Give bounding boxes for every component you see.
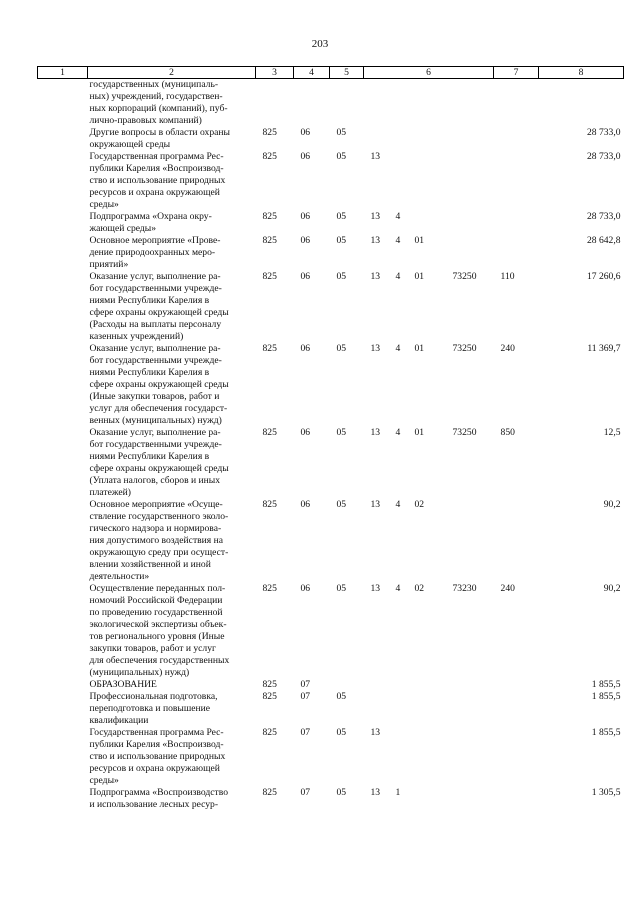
amount: 17 260,6: [586, 271, 621, 282]
program-code: 13: [370, 271, 381, 282]
section-code: 07: [300, 679, 311, 690]
section-code: 06: [300, 271, 311, 282]
expense-type-code: 240: [500, 343, 515, 354]
expense-type-code: 850: [500, 427, 515, 438]
table-row: [38, 727, 624, 787]
activity-code: [408, 679, 446, 691]
amount: 1 855,5: [591, 691, 621, 702]
expense-type-code: [494, 211, 539, 235]
program-code: [364, 679, 389, 691]
activity-code: 01: [414, 427, 425, 438]
program-code: 13: [370, 343, 381, 354]
expense-type-code: [494, 787, 539, 811]
ministry-code: 825: [262, 271, 277, 282]
table-row: [38, 679, 624, 691]
subsection-code: 05: [336, 151, 347, 162]
header-col-8: 8: [539, 67, 624, 79]
subprogram-code: [389, 691, 408, 727]
activity-code: [408, 787, 446, 811]
subprogram-code: 4: [395, 499, 401, 510]
expense-type-code: 110: [500, 271, 515, 282]
program-code: 13: [370, 499, 381, 510]
direction-code: [446, 691, 494, 727]
subsection-code: 05: [336, 343, 347, 354]
expense-type-code: [494, 79, 539, 128]
section-code: 06: [300, 235, 311, 246]
program-code: [364, 127, 389, 151]
table-row: [38, 427, 624, 499]
table-row: [38, 343, 624, 427]
activity-code: [408, 211, 446, 235]
table-row: [38, 787, 624, 811]
header-col-5: 5: [330, 67, 364, 79]
row-number-cell: [38, 499, 88, 583]
direction-code: [446, 727, 494, 787]
ministry-code: 825: [262, 427, 277, 438]
ministry-code: 825: [262, 151, 277, 162]
table-row: [38, 499, 624, 583]
subprogram-code: 1: [395, 787, 401, 798]
direction-code: [446, 211, 494, 235]
subsection-code: 05: [336, 499, 347, 510]
expense-type-code: [494, 235, 539, 271]
section-code: 07: [300, 727, 311, 738]
item-name: Государственная программа Рес- публики Карелия «Воспроизвод- ство и использование природных ресурсов и охрана окружающей среды»: [89, 151, 226, 210]
amount: 90,2: [603, 499, 621, 510]
direction-code: 73250: [452, 343, 477, 354]
subprogram-code: 4: [395, 211, 401, 222]
section-code: 07: [300, 787, 311, 798]
subprogram-code: [389, 79, 408, 128]
expense-type-code: [494, 127, 539, 151]
expense-type-code: [494, 499, 539, 583]
amount: 12,5: [603, 427, 621, 438]
header-col-3: 3: [256, 67, 294, 79]
section-code: 06: [300, 499, 311, 510]
subprogram-code: [389, 127, 408, 151]
program-code: 13: [370, 427, 381, 438]
activity-code: [408, 691, 446, 727]
subprogram-code: [389, 151, 408, 211]
direction-code: 73250: [452, 271, 477, 282]
header-col-1: 1: [38, 67, 88, 79]
activity-code: 01: [414, 235, 425, 246]
ministry-code: [256, 79, 294, 128]
subsection-code: [330, 79, 364, 128]
table-row: [38, 127, 624, 151]
subsection-code: 05: [336, 727, 347, 738]
amount: 28 733,0: [586, 127, 621, 138]
item-name: Оказание услуг, выполнение ра- бот государственными учрежде- ниями Республики Карелия в сфере охраны окружающей среды (Уплата налогов, сборов и иных платежей): [89, 427, 229, 498]
amount: 1 305,5: [591, 787, 621, 798]
program-code: 13: [370, 787, 381, 798]
direction-code: [446, 787, 494, 811]
item-name: Государственная программа Рес- публики Карелия «Воспроизвод- ство и использование природных ресурсов и охрана окружающей среды»: [89, 727, 226, 786]
row-number-cell: [38, 271, 88, 343]
activity-code: 02: [414, 583, 425, 594]
item-name: Другие вопросы в области охраны окружающей среды: [89, 127, 230, 150]
program-code: 13: [370, 727, 381, 738]
direction-code: [446, 679, 494, 691]
amount: 1 855,5: [591, 727, 621, 738]
table-row: [38, 79, 624, 128]
activity-code: [408, 727, 446, 787]
subprogram-code: 4: [395, 271, 401, 282]
row-number-cell: [38, 583, 88, 679]
row-number-cell: [38, 151, 88, 211]
header-col-6: 6: [364, 67, 494, 79]
direction-code: [446, 127, 494, 151]
item-name: Оказание услуг, выполнение ра- бот государственными учрежде- ниями Республики Карелия в сфере охраны окружающей среды (Расходы на выплаты персоналу казенных учреждений): [89, 271, 229, 342]
row-number-cell: [38, 691, 88, 727]
subsection-code: 05: [336, 271, 347, 282]
program-code: 13: [370, 211, 381, 222]
amount: 11 369,7: [587, 343, 621, 354]
header-col-4: 4: [294, 67, 330, 79]
item-name: Профессиональная подготовка, переподготовка и повышение квалификации: [89, 691, 218, 726]
ministry-code: 825: [262, 691, 277, 702]
program-code: [364, 691, 389, 727]
row-number-cell: [38, 727, 88, 787]
direction-code: 73250: [452, 427, 477, 438]
table-row: [38, 583, 624, 679]
subsection-code: [330, 679, 364, 691]
subsection-code: 05: [336, 427, 347, 438]
ministry-code: 825: [262, 727, 277, 738]
table-body: [38, 79, 624, 812]
amount: [539, 79, 624, 128]
section-code: 06: [300, 211, 311, 222]
subprogram-code: 4: [395, 583, 401, 594]
item-name: Основное мероприятие «Осуще- ствление государственного эколо- гического надзора и нормирова- ния допустимого воздействия на окружающую среду при осущест- влении хозяйственной и иной деятельности»: [89, 499, 229, 582]
direction-code: [446, 151, 494, 211]
budget-table: [37, 66, 624, 811]
amount: 28 733,0: [586, 211, 621, 222]
ministry-code: 825: [262, 787, 277, 798]
amount: 1 855,5: [591, 679, 621, 690]
ministry-code: 825: [262, 583, 277, 594]
section-code: 06: [300, 583, 311, 594]
table-row: [38, 235, 624, 271]
table-row: [38, 211, 624, 235]
item-name: Осуществление переданных пол- номочий Российской Федерации по проведению государственной экологической экспертизы объек- тов регионального уровня (Иные закупки товаров, работ и услуг для обеспечения государственных (муниципальных) нужд): [89, 583, 230, 678]
ministry-code: 825: [262, 499, 277, 510]
header-col-2: 2: [88, 67, 256, 79]
ministry-code: 825: [262, 679, 277, 690]
program-code: [364, 79, 389, 128]
subprogram-code: [389, 679, 408, 691]
direction-code: [446, 499, 494, 583]
row-number-cell: [38, 211, 88, 235]
subprogram-code: [389, 727, 408, 787]
activity-code: [408, 79, 446, 128]
ministry-code: 825: [262, 235, 277, 246]
section-code: 06: [300, 151, 311, 162]
row-number-cell: [38, 127, 88, 151]
activity-code: [408, 151, 446, 211]
item-name: Подпрограмма «Охрана окру- жающей среды»: [89, 211, 212, 234]
program-code: 13: [370, 235, 381, 246]
header-row: [38, 67, 624, 79]
subsection-code: 05: [336, 235, 347, 246]
subprogram-code: 4: [395, 343, 401, 354]
expense-type-code: [494, 691, 539, 727]
section-code: 06: [300, 343, 311, 354]
header-col-7: 7: [494, 67, 539, 79]
row-number-cell: [38, 79, 88, 128]
activity-code: 01: [414, 271, 425, 282]
expense-type-code: [494, 679, 539, 691]
direction-code: [446, 235, 494, 271]
page-number: 203: [311, 38, 329, 50]
subprogram-code: 4: [395, 235, 401, 246]
item-name: Оказание услуг, выполнение ра- бот государственными учрежде- ниями Республики Карелия в сфере охраны окружающей среды (Иные закупки товаров, работ и услуг для обеспечения государст- венных (муниципальных) нужд): [89, 343, 229, 426]
row-number-cell: [38, 787, 88, 811]
expense-type-code: [494, 727, 539, 787]
row-number-cell: [38, 427, 88, 499]
row-number-cell: [38, 235, 88, 271]
subsection-code: 05: [336, 787, 347, 798]
section-code: [294, 79, 330, 128]
item-name: государственных (муниципаль- ных) учреждений, государствен- ных корпораций (компаний), пуб- лично-правовых компаний): [89, 79, 228, 126]
expense-type-code: [494, 151, 539, 211]
amount: 90,2: [603, 583, 621, 594]
direction-code: [446, 79, 494, 128]
section-code: 06: [300, 127, 311, 138]
direction-code: 73230: [452, 583, 477, 594]
table-row: [38, 271, 624, 343]
program-code: 13: [370, 151, 381, 162]
amount: 28 642,8: [586, 235, 621, 246]
program-code: 13: [370, 583, 381, 594]
subsection-code: 05: [336, 691, 347, 702]
ministry-code: 825: [262, 127, 277, 138]
activity-code: 01: [414, 343, 425, 354]
subprogram-code: 4: [395, 427, 401, 438]
subsection-code: 05: [336, 127, 347, 138]
subsection-code: 05: [336, 211, 347, 222]
subsection-code: 05: [336, 583, 347, 594]
section-code: 07: [300, 691, 311, 702]
activity-code: [408, 127, 446, 151]
activity-code: 02: [414, 499, 425, 510]
table-row: [38, 151, 624, 211]
item-name: Основное мероприятие «Прове- дение природоохранных меро- приятий»: [89, 235, 221, 270]
amount: 28 733,0: [586, 151, 621, 162]
row-number-cell: [38, 343, 88, 427]
section-code: 06: [300, 427, 311, 438]
table-row: [38, 691, 624, 727]
row-number-cell: [38, 679, 88, 691]
ministry-code: 825: [262, 343, 277, 354]
item-name: ОБРАЗОВАНИЕ: [89, 679, 157, 690]
item-name: Подпрограмма «Воспроизводство и использование лесных ресур-: [89, 787, 229, 810]
expense-type-code: 240: [500, 583, 515, 594]
ministry-code: 825: [262, 211, 277, 222]
